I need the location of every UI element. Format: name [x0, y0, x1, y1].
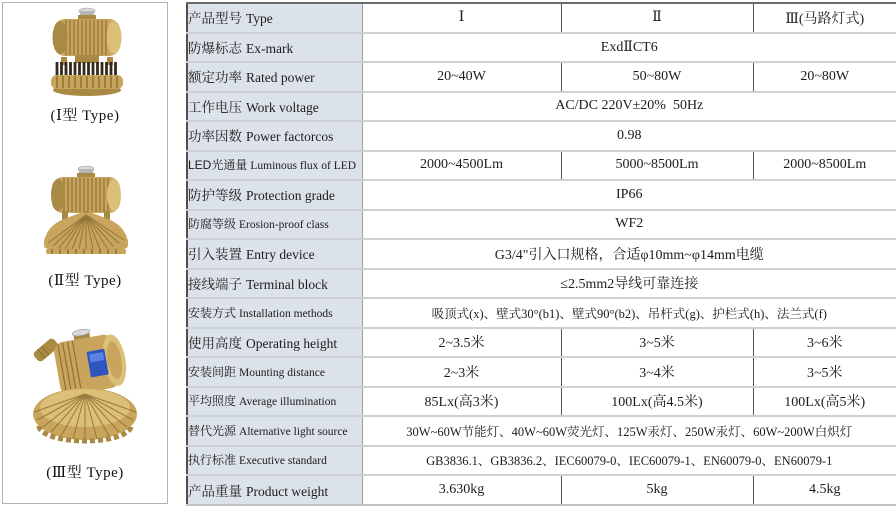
spec-row-label — [187, 210, 362, 240]
spec-label-cn: LED光通量 — [188, 158, 248, 173]
spec-value-cell: 5kg — [561, 475, 753, 505]
spec-label-en: Executive standard — [239, 455, 327, 468]
spec-row-label — [187, 416, 362, 446]
spec-row-label — [187, 62, 362, 92]
spec-label-en: Power factorcos — [246, 129, 334, 145]
spec-row — [187, 92, 896, 122]
spec-value-cell: 5000~8500Lm — [561, 151, 753, 181]
spec-label-en: Average illumination — [239, 396, 337, 409]
spec-label-en: Operating height — [246, 335, 338, 351]
spec-row — [187, 357, 896, 387]
spec-value-cell: 4.5kg — [753, 475, 896, 505]
spec-row — [187, 387, 896, 417]
spec-row-label — [187, 387, 362, 417]
spec-row — [187, 239, 896, 269]
spec-label-en: Alternative light source — [239, 425, 348, 438]
spec-value-cell: 3~6米 — [753, 328, 896, 358]
lamp-type-2-caption: (Ⅱ型 Type) — [48, 273, 122, 289]
spec-value-span: WF2 — [362, 210, 896, 240]
lamp-type-1-photo — [47, 6, 127, 100]
spec-label-cn: 安装间距 — [188, 364, 237, 379]
spec-value-cell: 100Lx(高5米) — [753, 387, 896, 417]
spec-row-label — [187, 269, 362, 299]
spec-row — [187, 298, 896, 328]
spec-value-cell: 2000~4500Lm — [362, 151, 561, 181]
spec-row — [187, 180, 896, 210]
spec-row — [187, 62, 896, 92]
spec-row-label — [187, 180, 362, 210]
spec-label-en: Mounting distance — [239, 366, 325, 379]
spec-row — [187, 328, 896, 358]
spec-value-cell: 100Lx(高4.5米) — [561, 387, 753, 417]
spec-value-cell: Ⅲ(马路灯式) — [753, 3, 896, 33]
spec-value-cell: 2~3米 — [362, 357, 561, 387]
spec-row — [187, 33, 896, 63]
spec-row-label — [187, 357, 362, 387]
spec-label-en: Installation methods — [239, 307, 333, 320]
spec-value-cell: Ⅰ — [458, 10, 465, 26]
spec-row-label — [187, 151, 362, 181]
spec-value-cell: 3.630kg — [362, 475, 561, 505]
spec-row-label — [187, 33, 362, 63]
spec-table — [186, 2, 896, 506]
spec-label-cn: 接线端子 — [188, 276, 242, 292]
spec-value-cell: 50~80W — [561, 62, 753, 92]
spec-value-span: G3/4"引入口规格，合适φ10mm~φ14mm电缆 — [362, 239, 896, 269]
lamp-type-1-caption: (Ⅰ型 Type) — [50, 108, 120, 124]
spec-row-label — [187, 475, 362, 505]
spec-label-cn: 防护等级 — [188, 188, 242, 204]
spec-value-cell: 2~3.5米 — [362, 328, 561, 358]
spec-label-cn: 功率因数 — [188, 129, 242, 145]
spec-value-cell: Ⅱ — [561, 3, 753, 33]
spec-row-label — [187, 446, 362, 476]
lamp-type-3-caption: (Ⅲ型 Type) — [46, 465, 124, 481]
spec-value-cell: 20~40W — [362, 62, 561, 92]
spec-label-en: Luminous flux of LED — [250, 160, 357, 173]
spec-row — [187, 269, 896, 299]
spec-row-label — [187, 121, 362, 151]
spec-value-span: 吸顶式(x)、壁式30°(b1)、壁式90°(b2)、吊杆式(g)、护栏式(h)、法兰式(f) — [362, 298, 896, 328]
spec-label-en: Erosion-proof class — [239, 219, 329, 232]
spec-label-cn: 防腐等级 — [188, 217, 237, 232]
spec-value-span: ExdⅡCT6 — [362, 33, 896, 63]
spec-label-cn: 额定功率 — [188, 70, 242, 86]
spec-row — [187, 446, 896, 476]
spec-label-cn: 使用高度 — [188, 335, 242, 351]
spec-row-label — [187, 328, 362, 358]
lamp-type-3-photo — [29, 328, 141, 446]
spec-label-en: Entry device — [246, 247, 315, 263]
spec-value-cell: 3~5米 — [753, 357, 896, 387]
lamp-type-2-photo — [40, 163, 132, 257]
spec-label-cn: 平均照度 — [188, 394, 237, 409]
spec-value-span: GB3836.1、GB3836.2、IEC60079-0、IEC60079-1、EN60079-0、EN60079-1 — [362, 446, 896, 476]
spec-label-en: Ex-mark — [246, 40, 294, 56]
spec-row-label — [187, 3, 362, 33]
spec-row — [187, 3, 896, 33]
spec-label-cn: 引入装置 — [188, 247, 242, 263]
spec-value-span: ≤2.5mm2导线可靠连接 — [362, 269, 896, 299]
spec-label-cn: 防爆标志 — [188, 40, 242, 56]
spec-value-cell: 20~80W — [753, 62, 896, 92]
spec-label-cn: 执行标准 — [188, 453, 237, 468]
spec-value-cell: 2000~8500Lm — [753, 151, 896, 181]
spec-row — [187, 210, 896, 240]
spec-row — [187, 475, 896, 505]
spec-label-en: Product weight — [246, 483, 329, 499]
spec-value-span: IP66 — [362, 180, 896, 210]
spec-row — [187, 151, 896, 181]
spec-value-cell: 85Lx(高3米) — [362, 387, 561, 417]
product-photos-panel — [2, 2, 168, 504]
spec-value-span: AC/DC 220V±20% 50Hz — [362, 92, 896, 122]
spec-value-cell: 3~5米 — [561, 328, 753, 358]
spec-label-cn: 安装方式 — [188, 305, 237, 320]
spec-value-span: 0.98 — [362, 121, 896, 151]
spec-row — [187, 121, 896, 151]
spec-label-cn: 产品重量 — [188, 483, 242, 499]
spec-label-cn: 产品型号 — [188, 11, 242, 27]
spec-label-en: Terminal block — [246, 276, 328, 292]
spec-value-span: 30W~60W节能灯、40W~60W荧光灯、125W汞灯、250W汞灯、60W~200W白炽灯 — [362, 416, 896, 446]
spec-row-label — [187, 239, 362, 269]
spec-value-cell: 3~4米 — [561, 357, 753, 387]
spec-label-en: Protection grade — [246, 188, 335, 204]
spec-label-en: Type — [246, 11, 273, 27]
spec-label-en: Work voltage — [246, 99, 319, 115]
spec-row-label — [187, 298, 362, 328]
spec-row — [187, 416, 896, 446]
spec-label-cn: 工作电压 — [188, 99, 242, 115]
spec-row-label — [187, 92, 362, 122]
spec-label-en: Rated power — [246, 70, 315, 86]
spec-label-cn: 替代光源 — [188, 423, 237, 438]
